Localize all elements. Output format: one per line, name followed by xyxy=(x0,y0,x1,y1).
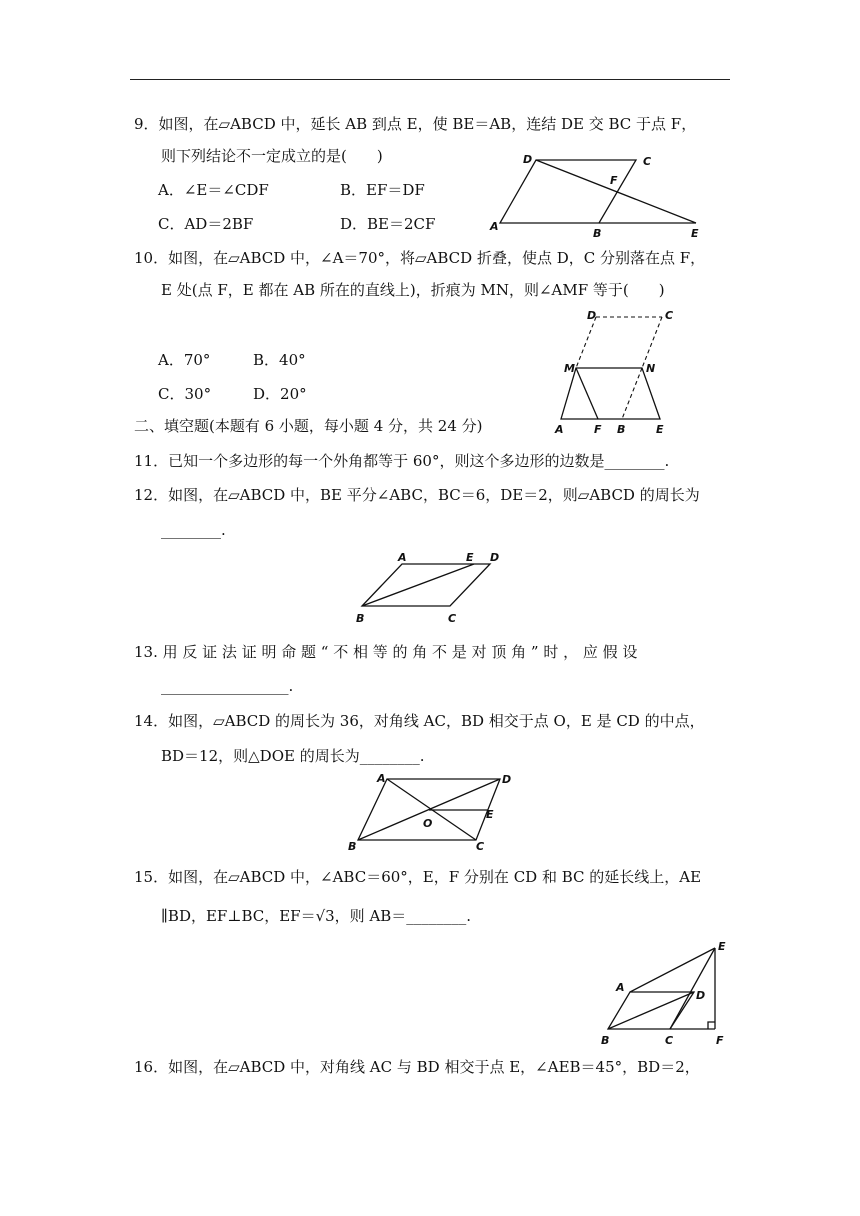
q15-label-a: A xyxy=(616,981,625,994)
q10-figure xyxy=(550,305,690,435)
q9-label-e: E xyxy=(691,227,699,240)
q9-option-b[interactable]: B．EF＝DF xyxy=(340,181,425,199)
q14-stem-line1: 14．如图，▱ABCD 的周长为 36，对角线 AC，BD 相交于点 O，E 是 CD 的中点， xyxy=(134,712,705,730)
q10-stem-line1: 10．如图，在▱ABCD 中，∠A＝70°，将▱ABCD 折叠，使点 D，C 分别落在点 F， xyxy=(134,249,706,267)
q14-label-c: C xyxy=(476,840,485,853)
q10-label-b: B xyxy=(617,423,626,436)
q12-segment-be xyxy=(362,564,474,606)
q10-dashed-nb xyxy=(622,368,642,419)
q10-dashed-cn xyxy=(642,317,662,368)
q11-stem: 11．已知一个多边形的每一个外角都等于 60°，则这个多边形的边数是________. xyxy=(134,452,670,470)
q15-diagonal-bd xyxy=(608,992,694,1029)
q9-label-f: F xyxy=(610,174,618,187)
q9-stem-line2: 则下列结论不一定成立的是( ) xyxy=(161,147,383,165)
q10-option-a[interactable]: A．70° xyxy=(158,351,211,369)
q9-option-d[interactable]: D．BE＝2CF xyxy=(340,215,436,233)
q12-label-b: B xyxy=(356,612,365,625)
q15-stem-line2: ∥BD，EF⊥BC，EF＝√3，则 AB＝________. xyxy=(161,907,472,925)
q9-label-a: A xyxy=(490,220,499,233)
q15-label-c: C xyxy=(665,1034,674,1047)
q12-label-a: A xyxy=(398,551,407,564)
q14-label-o: O xyxy=(423,817,433,830)
q10-option-c[interactable]: C．30° xyxy=(158,385,212,403)
section-heading-fill-in: 二、填空题(本题有 6 小题，每小题 4 分，共 24 分) xyxy=(134,417,483,435)
q10-label-n: N xyxy=(646,362,656,375)
q14-stem-line2: BD＝12，则△DOE 的周长为________. xyxy=(161,747,425,765)
q9-segment-de xyxy=(536,160,696,223)
q14-label-b: B xyxy=(348,840,357,853)
q16-stem-line1: 16．如图，在▱ABCD 中，对角线 AC 与 BD 相交于点 E，∠AEB＝45°，BD＝2， xyxy=(134,1058,700,1076)
header-rule xyxy=(130,79,730,80)
q13-stem-line1: 13. 用 反 证 法 证 明 命 题 “ 不 相 等 的 角 不 是 对 顶 角 ” 时 ， 应 假 设 xyxy=(134,643,638,661)
q10-label-c: C xyxy=(665,309,674,322)
q14-label-a: A xyxy=(377,772,386,785)
q15-label-b: B xyxy=(601,1034,610,1047)
q15-figure xyxy=(598,938,738,1050)
q10-trapezoid xyxy=(561,368,660,419)
q12-parallelogram xyxy=(362,564,490,606)
q9-option-c[interactable]: C．AD＝2BF xyxy=(158,215,254,233)
q10-label-f: F xyxy=(594,423,602,436)
q15-label-e: E xyxy=(718,940,726,953)
q15-stem-line1: 15．如图，在▱ABCD 中，∠ABC＝60°，E，F 分别在 CD 和 BC 的延长线上，AE xyxy=(134,868,702,886)
q9-figure xyxy=(488,150,708,240)
q14-label-e: E xyxy=(486,808,494,821)
q10-label-e: E xyxy=(656,423,664,436)
q9-stem-line1: 9．如图，在▱ABCD 中，延长 AB 到点 E，使 BE＝AB，连结 DE 交 BC 于点 F， xyxy=(134,115,697,133)
q10-label-a: A xyxy=(555,423,564,436)
q10-option-b[interactable]: B．40° xyxy=(253,351,306,369)
q13-answer-blank[interactable]: _________________. xyxy=(161,677,294,695)
q15-right-angle-mark xyxy=(708,1022,715,1029)
q12-label-d: D xyxy=(490,551,500,564)
q10-option-d[interactable]: D．20° xyxy=(253,385,307,403)
q12-figure xyxy=(350,548,510,628)
q12-label-e: E xyxy=(466,551,474,564)
q10-stem-line2: E 处(点 F，E 都在 AB 所在的直线上)，折痕为 MN，则∠AMF 等于( ) xyxy=(161,281,665,299)
q12-answer-blank[interactable]: ________. xyxy=(161,521,226,539)
q14-figure xyxy=(340,770,530,855)
q9-label-d: D xyxy=(523,153,533,166)
q12-label-c: C xyxy=(448,612,457,625)
q9-label-b: B xyxy=(593,227,602,240)
q12-stem-line1: 12．如图，在▱ABCD 中，BE 平分∠ABC，BC＝6，DE＝2，则▱ABCD 的周长为 xyxy=(134,486,700,504)
q9-option-a[interactable]: A．∠E＝∠CDF xyxy=(158,181,269,199)
q10-dashed-dm xyxy=(576,317,596,368)
q10-label-d: D xyxy=(587,309,597,322)
q9-label-c: C xyxy=(643,155,652,168)
q10-segment-mf xyxy=(576,368,598,419)
q15-label-d: D xyxy=(696,989,706,1002)
q14-label-d: D xyxy=(502,773,512,786)
q15-label-f: F xyxy=(716,1034,724,1047)
q10-label-m: M xyxy=(564,362,575,375)
